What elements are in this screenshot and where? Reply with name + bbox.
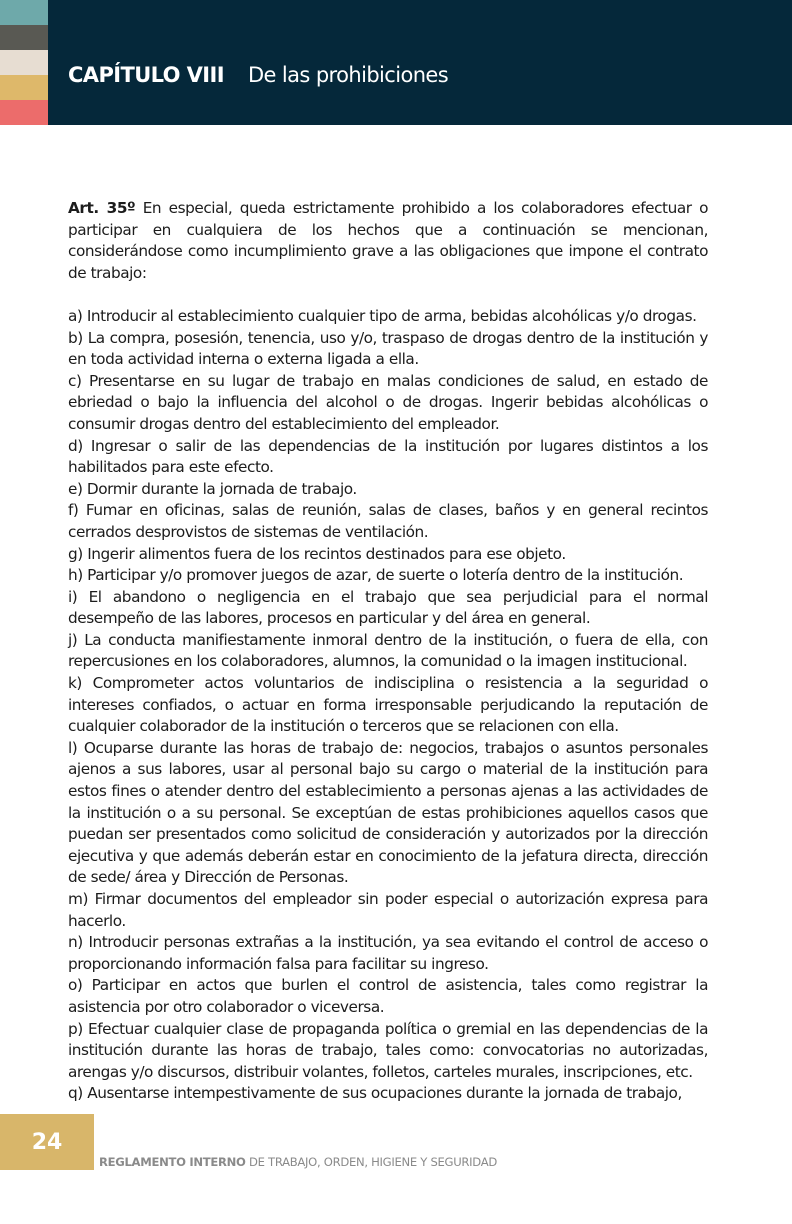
prohibition-item: l) Ocuparse durante las horas de trabajo de: negocios, trabajos o asuntos personales ajenos a sus labores, usar al personal bajo su cargo o material de la institución para estos fines o atender dentro del establecimiento a personas ajenas a las actividades de la institución o a su personal. Se exceptúan de estas prohibiciones aquellos casos que puedan ser presentados como solicitud de consideración y autorizados por la dirección ejecutiva y que además deberán estar en conocimiento de la jefatura directa, dirección de sede/ área y Dirección de Personas. (68, 738, 708, 887)
prohibition-item: d) Ingresar o salir de las dependencias de la institución por lugares distintos a los habilitados para este efecto. (68, 436, 708, 477)
prohibition-item: n) Introducir personas extrañas a la institución, ya sea evitando el control de acceso o proporcionando información falsa para facilitar su ingreso. (68, 933, 708, 973)
stripe-gray (0, 25, 48, 50)
prohibition-item: i) El abandono o negligencia en el trabajo que sea perjudicial para el normal desempeño de las labores, procesos en particular y del área en general. (68, 587, 708, 628)
prohibition-item: b) La compra, posesión, tenencia, uso y/o, traspaso de drogas dentro de la institución y en toda actividad interna o externa ligada a ella. (68, 328, 708, 369)
chapter-number: CAPÍTULO VIII (68, 63, 224, 87)
page-number: 24 (31, 1129, 63, 1155)
footer-title-rest: DE TRABAJO, ORDEN, HIGIENE Y SEGURIDAD (245, 1155, 497, 1169)
prohibition-item: k) Comprometer actos voluntarios de indisciplina o resistencia a la seguridad o intereses confiados, o actuar en forma irresponsable perjudicando la reputación de cualquier colaborador de la institución o terceros que se relacionen con ella. (68, 674, 708, 736)
footer-title-bold: REGLAMENTO INTERNO (99, 1155, 246, 1169)
prohibition-item: m) Firmar documentos del empleador sin poder especial o autorización expresa para hacerlo. (68, 890, 708, 930)
article-label: Art. 35º (68, 199, 136, 217)
prohibition-list (68, 306, 708, 1105)
stripe-gold (0, 75, 48, 100)
prohibition-item: a) Introducir al establecimiento cualquier tipo de arma, bebidas alcohólicas y/o drogas. (68, 306, 697, 325)
chapter-heading (68, 63, 448, 87)
article-body (68, 198, 708, 1105)
chapter-title: De las prohibiciones (247, 63, 449, 87)
prohibition-item: c) Presentarse en su lugar de trabajo en malas condiciones de salud, en estado de ebriedad o bajo la influencia del alcohol o de drogas. Ingerir bebidas alcohólicas o consumir drogas dentro del establecimiento del empleador. (68, 371, 708, 433)
prohibition-item: h) Participar y/o promover juegos de azar, de suerte o lotería dentro de la institución. (68, 566, 684, 585)
article-intro (68, 198, 708, 284)
color-stripes (0, 0, 48, 125)
stripe-coral (0, 100, 48, 125)
prohibition-item: g) Ingerir alimentos fuera de los recintos destinados para ese objeto. (68, 544, 566, 563)
document-footer-title (99, 1155, 497, 1169)
chapter-header (0, 0, 792, 125)
prohibition-item: e) Dormir durante la jornada de trabajo. (68, 479, 357, 498)
stripe-beige (0, 50, 48, 75)
prohibition-item: o) Participar en actos que burlen el control de asistencia, tales como registrar la asistencia por otro colaborador o viceversa. (68, 976, 708, 1016)
prohibition-item: j) La conducta manifiestamente inmoral dentro de la institución, o fuera de ella, con repercusiones en los colaboradores, alumnos, la comunidad o la imagen institucional. (68, 630, 708, 671)
prohibition-item: f) Fumar en oficinas, salas de reunión, salas de clases, baños y en general recintos cerrados desprovistos de sistemas de ventilación. (68, 501, 708, 541)
article-intro-text: En especial, queda estrictamente prohibido a los colaboradores efectuar o participar en cualquiera de los hechos que a continuación se mencionan, considerándose como incumplimiento grave a las obligaciones que impone el contrato de trabajo: (68, 199, 708, 282)
prohibition-item: q) Ausentarse intempestivamente de sus ocupaciones durante la jornada de trabajo, (68, 1084, 682, 1103)
stripe-teal (0, 0, 48, 25)
prohibition-item: p) Efectuar cualquier clase de propaganda política o gremial en las dependencias de la institución durante las horas de trabajo, tales como: convocatorias no autorizadas, arengas y/o discursos, distribuir volantes, folletos, carteles murales, inscripciones, etc. (68, 1019, 708, 1081)
